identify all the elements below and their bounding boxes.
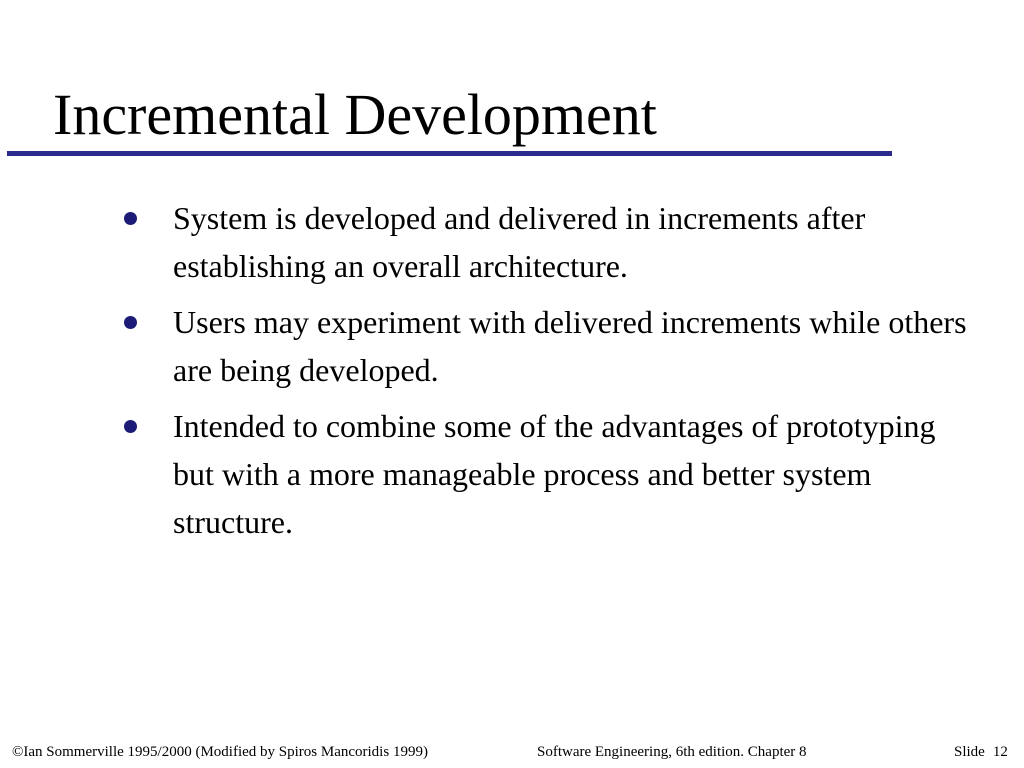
bullet-text: Intended to combine some of the advantages of prototyping but with a more manageable process and better system structure.	[173, 408, 936, 540]
bullet-dot-icon	[124, 316, 137, 329]
footer-book-title: Software Engineering, 6th edition. Chapter 8	[537, 744, 807, 760]
bullet-dot-icon	[124, 420, 137, 433]
bullet-item	[118, 194, 978, 290]
bullet-item	[118, 402, 978, 546]
title-underline	[7, 151, 892, 156]
footer-copyright: ©Ian Sommerville 1995/2000 (Modified by Spiros Mancoridis 1999)	[12, 744, 428, 760]
footer-slide-indicator	[954, 740, 1008, 764]
slide-footer	[0, 740, 1024, 764]
bullet-list	[118, 194, 978, 554]
slide-title: Incremental Development	[53, 82, 657, 147]
bullet-item	[118, 298, 978, 394]
bullet-text: System is developed and delivered in increments after establishing an overall architecture.	[173, 200, 866, 284]
bullet-dot-icon	[124, 212, 137, 225]
footer-slide-label: Slide	[954, 744, 985, 760]
footer-slide-number: 12	[992, 744, 1008, 760]
bullet-text: Users may experiment with delivered increments while others are being developed.	[173, 304, 967, 388]
